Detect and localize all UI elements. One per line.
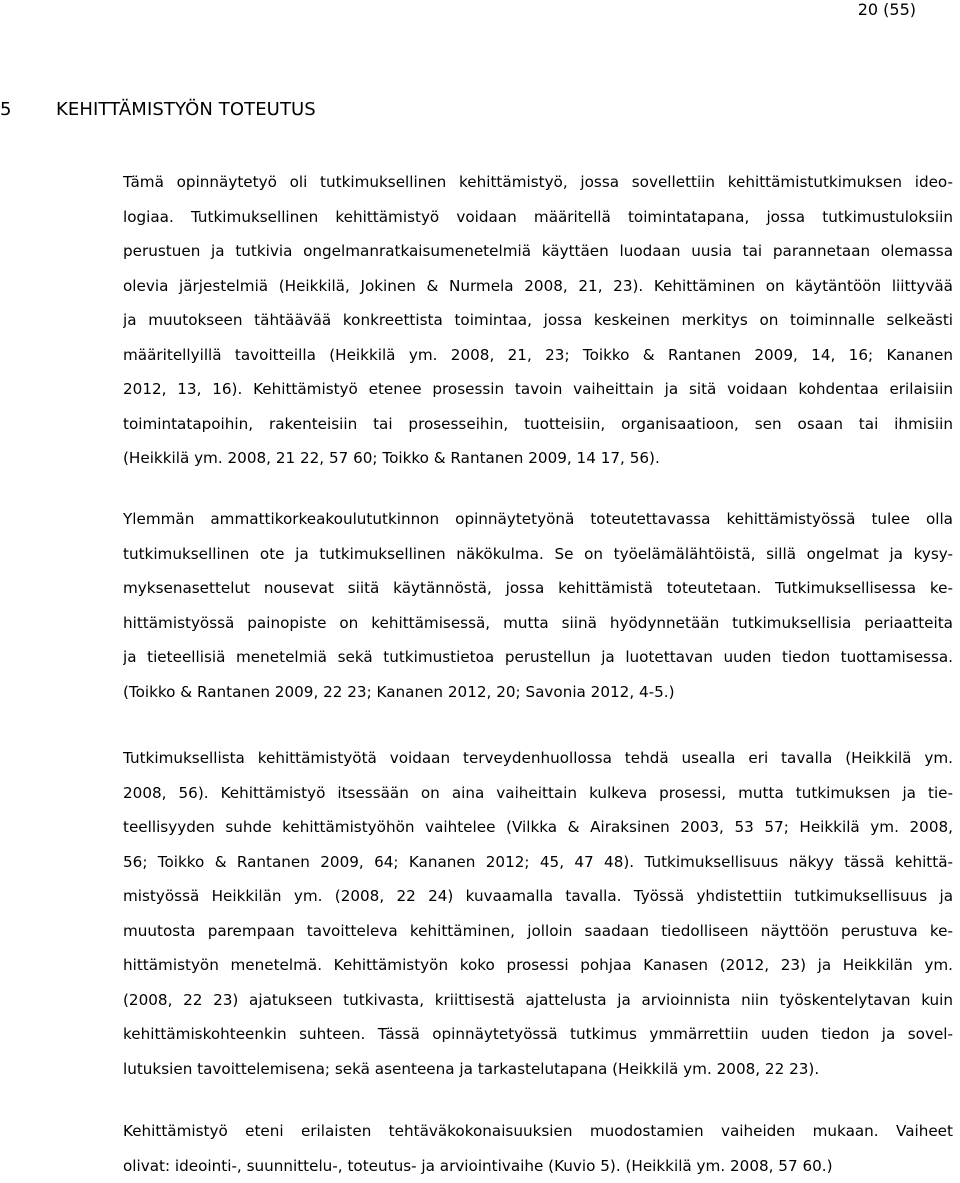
chapter-title: KEHITTÄMISTYÖN TOTEUTUS xyxy=(56,99,316,120)
paragraph-3 xyxy=(123,741,953,1086)
text-line: Tämä opinnäytetyö oli tutkimuksellinen kehittämistyö, jossa sovellettiin kehittämistutkimuksen ideo- xyxy=(123,165,953,200)
page-number: 20 (55) xyxy=(858,0,916,20)
text-line: hittämistyössä painopiste on kehittämisessä, mutta siinä hyödynnetään tutkimuksellisia periaatteita xyxy=(123,606,953,641)
text-line: (Heikkilä ym. 2008, 21 22, 57 60; Toikko & Rantanen 2009, 14 17, 56). xyxy=(123,441,953,476)
text-line: tutkimuksellinen ote ja tutkimuksellinen näkökulma. Se on työelämälähtöistä, sillä ongelmat ja kysy- xyxy=(123,537,953,572)
paragraph-4 xyxy=(123,1114,953,1183)
paragraph-1 xyxy=(123,165,953,476)
text-line: 2008, 56). Kehittämistyö itsessään on aina vaiheittain kulkeva prosessi, mutta tutkimuksen ja tie- xyxy=(123,776,953,811)
text-line: (2008, 22 23) ajatukseen tutkivasta, kriittisestä ajattelusta ja arvioinnista niin työskentelytavan kuin xyxy=(123,983,953,1018)
text-line: Kehittämistyö eteni erilaisten tehtäväkokonaisuuksien muodostamien vaiheiden mukaan. Vaiheet xyxy=(123,1114,953,1149)
text-line: Ylemmän ammattikorkeakoulututkinnon opinnäytetyönä toteutettavassa kehittämistyössä tulee olla xyxy=(123,502,953,537)
text-line: myksenasettelut nousevat siitä käytännöstä, jossa kehittämistä toteutetaan. Tutkimuksellisessa ke- xyxy=(123,571,953,606)
text-line: teellisyyden suhde kehittämistyöhön vaihtelee (Vilkka & Airaksinen 2003, 53 57; Heikkilä ym. 2008, xyxy=(123,810,953,845)
text-line: määritellyillä tavoitteilla (Heikkilä ym. 2008, 21, 23; Toikko & Rantanen 2009, 14, 16; Kananen xyxy=(123,338,953,373)
text-line: ja muutokseen tähtäävää konkreettista toimintaa, jossa keskeinen merkitys on toiminnalle selkeästi xyxy=(123,303,953,338)
text-line: kehittämiskohteenkin suhteen. Tässä opinnäytetyössä tutkimus ymmärrettiin uuden tiedon ja sovel- xyxy=(123,1017,953,1052)
chapter-heading xyxy=(0,99,316,121)
text-line: olevia järjestelmiä (Heikkilä, Jokinen & Nurmela 2008, 21, 23). Kehittäminen on käytäntöön liittyvää xyxy=(123,269,953,304)
chapter-number: 5 xyxy=(0,99,56,121)
text-line: (Toikko & Rantanen 2009, 22 23; Kananen 2012, 20; Savonia 2012, 4-5.) xyxy=(123,675,953,710)
text-line: 2012, 13, 16). Kehittämistyö etenee prosessin tavoin vaiheittain ja sitä voidaan kohdentaa erilaisiin xyxy=(123,372,953,407)
text-line: hittämistyön menetelmä. Kehittämistyön koko prosessi pohjaa Kanasen (2012, 23) ja Heikkilän ym. xyxy=(123,948,953,983)
text-line: Tutkimuksellista kehittämistyötä voidaan terveydenhuollossa tehdä usealla eri tavalla (Heikkilä ym. xyxy=(123,741,953,776)
text-line: perustuen ja tutkivia ongelmanratkaisumenetelmiä käyttäen luodaan uusia tai parannetaan olemassa xyxy=(123,234,953,269)
text-line: olivat: ideointi-, suunnittelu-, toteutus- ja arviointivaihe (Kuvio 5). (Heikkilä ym. 2008, 57 60.) xyxy=(123,1149,953,1183)
text-line: ja tieteellisiä menetelmiä sekä tutkimustietoa perustellun ja luotettavan uuden tiedon tuottamisessa. xyxy=(123,640,953,675)
text-line: 56; Toikko & Rantanen 2009, 64; Kananen 2012; 45, 47 48). Tutkimuksellisuus näkyy tässä kehittä- xyxy=(123,845,953,880)
text-line: lutuksien tavoittelemisena; sekä asenteena ja tarkastelutapana (Heikkilä ym. 2008, 22 23). xyxy=(123,1052,953,1087)
paragraph-2 xyxy=(123,502,953,709)
text-line: toimintatapoihin, rakenteisiin tai prosesseihin, tuotteisiin, organisaatioon, sen osaan tai ihmisiin xyxy=(123,407,953,442)
text-line: muutosta parempaan tavoitteleva kehittäminen, jolloin saadaan tiedolliseen näyttöön perustuva ke- xyxy=(123,914,953,949)
text-line: mistyössä Heikkilän ym. (2008, 22 24) kuvaamalla tavalla. Työssä yhdistettiin tutkimuksellisuus ja xyxy=(123,879,953,914)
text-line: logiaa. Tutkimuksellinen kehittämistyö voidaan määritellä toimintatapana, jossa tutkimustuloksiin xyxy=(123,200,953,235)
